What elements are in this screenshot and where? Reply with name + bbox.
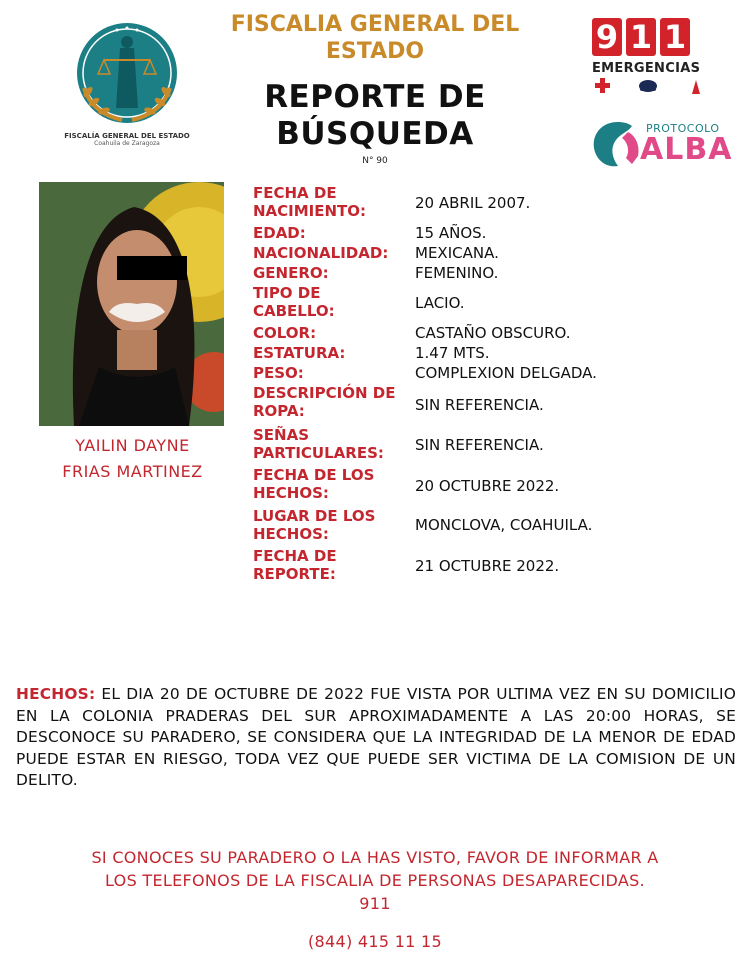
fiscalia-logo-subcaption: Coahuila de Zaragoza bbox=[94, 140, 160, 147]
cta-line1: SI CONOCES SU PARADERO O LA HAS VISTO, FAVOR DE INFORMAR A bbox=[91, 848, 659, 867]
emergencias-label: EMERGENCIAS bbox=[592, 61, 701, 76]
cta-911: 911 bbox=[359, 894, 391, 913]
emergency-911-logo bbox=[592, 18, 722, 100]
field-value: LACIO. bbox=[415, 294, 465, 312]
field-label: GENERO: bbox=[253, 264, 329, 282]
alba-profile-icon bbox=[588, 118, 646, 170]
digit-1: 1 bbox=[626, 18, 656, 56]
cta-phone[interactable]: (844) 415 11 15 bbox=[307, 932, 443, 951]
facts-label: HECHOS: bbox=[16, 685, 96, 703]
org-name-line1: FISCALIA GENERAL DEL bbox=[230, 12, 520, 37]
field-label: LUGAR DE LOS HECHOS: bbox=[253, 507, 376, 543]
field-label: ESTATURA: bbox=[253, 344, 346, 362]
fiscalia-logo bbox=[62, 18, 192, 148]
field-value: 1.47 MTS. bbox=[415, 344, 490, 362]
field-label: FECHA DE REPORTE: bbox=[253, 547, 337, 583]
alba-big-text: ALBA bbox=[640, 132, 733, 167]
person-name-line2: FRIAS MARTINEZ bbox=[62, 462, 203, 481]
facts-text: EL DIA 20 DE OCTUBRE DE 2022 FUE VISTA POR ULTIMA VEZ EN SU DOMICILIO EN LA COLONIA PRADERAS DEL SUR APROXIMADAMENTE A LAS 20:00 HORAS, SE DESCONOCE SU PARADERO, SE CONSIDERA QUE LA INTEGRIDAD DE LA MENOR DE EDAD PUEDE ESTAR EN RIESGO, TODA VEZ QUE PUEDE SER VICTIMA DE LA COMISION DE UN DELITO. bbox=[16, 685, 737, 789]
justice-seal-icon bbox=[62, 18, 192, 128]
field-label: FECHA DE NACIMIENTO: bbox=[253, 184, 367, 220]
field-value: 20 OCTUBRE 2022. bbox=[415, 477, 560, 495]
protocolo-alba-logo bbox=[588, 118, 733, 173]
emergency-services-icons bbox=[592, 76, 712, 96]
cta-line2: LOS TELEFONOS DE LA FISCALIA DE PERSONAS DESAPARECIDAS. bbox=[105, 871, 645, 890]
person-name-line1: YAILIN DAYNE bbox=[75, 436, 190, 455]
field-value: FEMENINO. bbox=[415, 264, 499, 282]
field-value: MEXICANA. bbox=[415, 244, 499, 262]
field-value: 20 ABRIL 2007. bbox=[415, 194, 531, 212]
field-value: MONCLOVA, COAHUILA. bbox=[415, 516, 593, 534]
page-title-line2: BÚSQUEDA bbox=[276, 116, 474, 152]
field-value: 15 AÑOS. bbox=[415, 224, 487, 242]
field-value: 21 OCTUBRE 2022. bbox=[415, 557, 560, 575]
field-value: SIN REFERENCIA. bbox=[415, 436, 544, 454]
field-label: FECHA DE LOS HECHOS: bbox=[253, 466, 375, 502]
field-label: EDAD: bbox=[253, 224, 306, 242]
fire-icon bbox=[692, 80, 700, 94]
fiscalia-logo-caption: FISCALÍA GENERAL DEL ESTADO bbox=[64, 132, 190, 140]
facts-paragraph bbox=[16, 684, 736, 792]
field-label: COLOR: bbox=[253, 324, 317, 342]
field-value: COMPLEXION DELGADA. bbox=[415, 364, 597, 382]
field-label: SEÑAS PARTICULARES: bbox=[253, 426, 384, 462]
portrait-image bbox=[39, 182, 224, 426]
field-label: TIPO DE CABELLO: bbox=[253, 284, 335, 320]
field-label: PESO: bbox=[253, 364, 304, 382]
field-value: SIN REFERENCIA. bbox=[415, 396, 544, 414]
field-label: DESCRIPCIÓN DE ROPA: bbox=[253, 384, 396, 420]
police-cap-icon bbox=[639, 80, 657, 92]
field-label: NACIONALIDAD: bbox=[253, 244, 389, 262]
red-cross-icon bbox=[595, 78, 610, 93]
digit-9: 9 bbox=[592, 18, 622, 56]
alba-small-text: PROTOCOLO bbox=[646, 122, 720, 135]
org-name-line2: ESTADO bbox=[325, 39, 425, 64]
report-number: N° 90 bbox=[362, 156, 388, 166]
person-photo bbox=[39, 182, 224, 426]
page-title-line1: REPORTE DE bbox=[264, 79, 486, 115]
digit-1b: 1 bbox=[660, 18, 690, 56]
field-value: CASTAÑO OBSCURO. bbox=[415, 324, 571, 342]
